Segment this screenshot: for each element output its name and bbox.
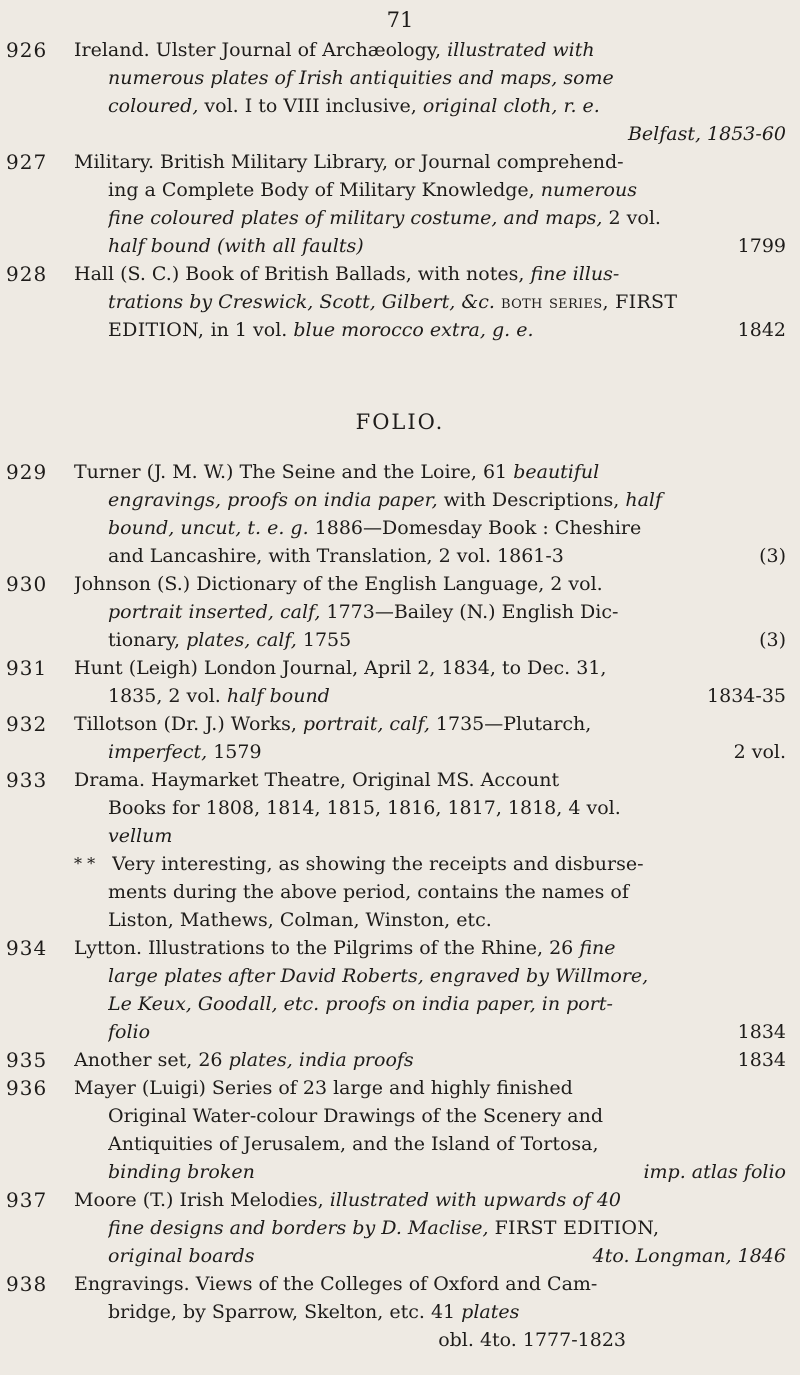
page-number: 71 bbox=[386, 8, 414, 32]
asterisk-mark: * * bbox=[74, 854, 96, 873]
lot-note: * * Very interesting, as showing the receipts and disburse- ments during the above period, contains the names of Liston, Mathews, Colman, Winston, etc. bbox=[0, 850, 800, 934]
lot-number: 931 bbox=[6, 656, 48, 680]
lot-description: Ireland. Ulster Journal of Archæology, illustrated with numerous plates of Irish antiquities and maps, some coloured, vol. I to VIII inclusive, original cloth, r. e. Belfast, 1853-60 bbox=[74, 39, 786, 145]
lot-number: 934 bbox=[6, 936, 48, 960]
lot-description: Johnson (S.) Dictionary of the English Language, 2 vol. portrait inserted, calf, 1773—Bailey (N.) English Dic- tionary, plates, calf, 1755 (3) bbox=[74, 573, 786, 651]
lot-933 bbox=[0, 766, 800, 850]
lot-number: 930 bbox=[6, 572, 48, 596]
lot-number: 928 bbox=[6, 262, 48, 286]
lot-932 bbox=[0, 710, 800, 766]
section-heading: FOLIO. bbox=[355, 410, 445, 434]
lot-937 bbox=[0, 1186, 800, 1270]
lot-number: 933 bbox=[6, 768, 48, 792]
note-text: Very interesting, as showing the receipts and disburse- bbox=[112, 853, 644, 875]
lot-description: Military. British Military Library, or Journal comprehend- ing a Complete Body of Military Knowledge, numerous fine coloured plates of military costume, and maps, 2 vol. half bound (with all faults) 1799 bbox=[74, 151, 786, 257]
lot-938 bbox=[0, 1270, 800, 1354]
lot-935 bbox=[0, 1046, 800, 1074]
lot-number: 932 bbox=[6, 712, 48, 736]
lot-number: 937 bbox=[6, 1188, 48, 1212]
lot-description: Tillotson (Dr. J.) Works, portrait, calf, 1735—Plutarch, imperfect, 1579 2 vol. bbox=[74, 713, 786, 763]
lot-928 bbox=[0, 260, 800, 344]
lot-description: Hall (S. C.) Book of British Ballads, with notes, fine illus- trations by Creswick, Scott, Gilbert, &c. both series, FIRST EDITION, in 1 vol. blue morocco extra, g. e. 1842 bbox=[74, 263, 786, 341]
lot-934 bbox=[0, 934, 800, 1046]
lot-931 bbox=[0, 654, 800, 710]
lot-number: 929 bbox=[6, 460, 48, 484]
lot-930 bbox=[0, 570, 800, 654]
lot-description: Turner (J. M. W.) The Seine and the Loire, 61 beautiful engravings, proofs on india paper, with Descriptions, half bound, uncut, t. e. g. 1886—Domesday Book : Cheshire and Lancashire, with Translation, 2 vol. 1861-3 (3) bbox=[74, 461, 786, 567]
lot-number: 938 bbox=[6, 1272, 48, 1296]
lot-description: Drama. Haymarket Theatre, Original MS. Account Books for 1808, 1814, 1815, 1816, 1817, 1818, 4 vol. vellum bbox=[74, 769, 621, 847]
lot-description: Moore (T.) Irish Melodies, illustrated with upwards of 40 fine designs and borders by D. Maclise, FIRST EDITION, original boards 4to. Longman, 1846 bbox=[74, 1189, 786, 1267]
lot-926 bbox=[0, 36, 800, 148]
lot-description: Another set, 26 plates, india proofs 1834 bbox=[74, 1049, 786, 1071]
lot-description: Engravings. Views of the Colleges of Oxford and Cam- bridge, by Sparrow, Skelton, etc. 41 plates obl. 4to. 1777-1823 bbox=[74, 1273, 626, 1351]
lot-number: 935 bbox=[6, 1048, 48, 1072]
lot-936 bbox=[0, 1074, 800, 1186]
lot-929 bbox=[0, 458, 800, 570]
lot-927 bbox=[0, 148, 800, 260]
lot-description: Hunt (Leigh) London Journal, April 2, 1834, to Dec. 31, 1835, 2 vol. half bound 1834-35 bbox=[74, 657, 786, 707]
lot-number: 926 bbox=[6, 38, 48, 62]
lot-description: Mayer (Luigi) Series of 23 large and highly finished Original Water-colour Drawings of the Scenery and Antiquities of Jerusalem, and the Island of Tortosa, binding broken imp. atlas folio bbox=[74, 1077, 786, 1183]
lot-number: 936 bbox=[6, 1076, 48, 1100]
lot-number: 927 bbox=[6, 150, 48, 174]
lot-description: Lytton. Illustrations to the Pilgrims of the Rhine, 26 fine large plates after David Roberts, engraved by Willmore, Le Keux, Goodall, etc. proofs on india paper, in port- folio 1834 bbox=[74, 937, 786, 1043]
